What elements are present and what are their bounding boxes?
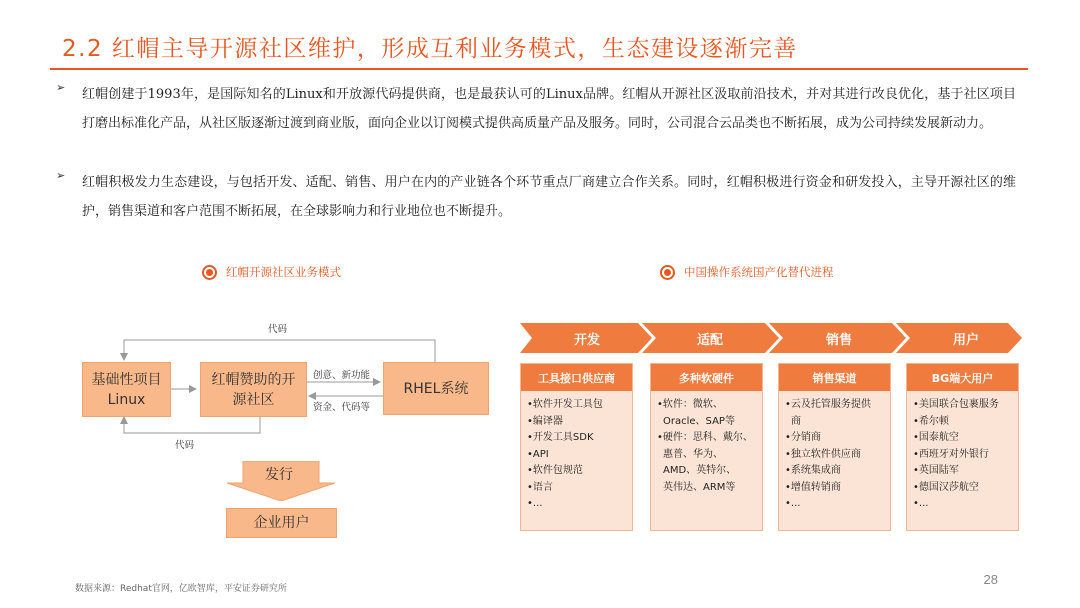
- basic-linux-box: [82, 362, 171, 417]
- list-item: •英国陆军: [913, 465, 959, 476]
- list-item: •独立软件供应商: [785, 448, 861, 460]
- list-item: •API: [527, 448, 549, 460]
- column-header: BG端大用户: [907, 364, 1018, 391]
- list-item: Oracle、SAP等: [663, 415, 735, 427]
- list-item: •系统集成商: [785, 465, 841, 476]
- community-text: 红帽赞助的开源社区: [211, 371, 296, 408]
- list-item: •希尔顿: [913, 415, 949, 427]
- bullet-text: 红帽创建于1993年，是国际知名的Linux和开放源代码提供商，也是最获认可的Linux品牌。红帽从开源社区汲取前沿技术，并对其进行改良优化，基于社区项目打磨出标准化产品，从社区版逐渐过渡到商业版，面向企业以订阅模式提供高质量产品及服务。同时，公司混合云品类也不断拓展，成为公司持续发展新动力。: [82, 87, 1016, 131]
- column-header: 多种软硬件: [651, 364, 762, 391]
- stage-sales: 销售: [826, 333, 853, 348]
- list-item: •软件包规范: [527, 465, 583, 476]
- page-title: 2.2 红帽主导开源社区维护，形成互利业务模式，生态建设逐渐完善: [62, 36, 798, 62]
- column-tools: [520, 363, 633, 531]
- list-item: •软件开发工具包: [527, 399, 603, 410]
- stage-dev: 开发: [574, 333, 601, 348]
- column-bg-users: [906, 363, 1019, 531]
- list-item: •...: [527, 498, 543, 509]
- list-item: AMD、英特尔、: [663, 465, 737, 476]
- code-top-label: 代码: [268, 324, 288, 335]
- basic-linux-text: 基础性项目Linux: [91, 371, 162, 408]
- list-item: •国泰航空: [913, 432, 959, 443]
- list-item: •软件：微软、: [657, 399, 723, 410]
- column-header: 销售渠道: [779, 364, 890, 391]
- release-label: 发行: [265, 467, 293, 483]
- list-item: 惠普、华为、: [663, 448, 723, 460]
- right-section-label-text: 中国操作系统国产化替代进程: [684, 265, 834, 279]
- column-sales-channels: [778, 363, 891, 531]
- list-item: •美国联合包裹服务: [913, 399, 999, 410]
- rhel-box: [383, 362, 489, 415]
- list-item: •...: [913, 498, 929, 509]
- bullet-arrow-icon: ➢: [56, 81, 66, 94]
- bullet-arrow-icon: ➢: [56, 169, 66, 182]
- rhel-text: RHEL系统: [403, 380, 469, 397]
- list-item: •西班牙对外银行: [913, 448, 989, 460]
- list-item: •增值转销商: [785, 481, 841, 493]
- ideas-features-label: 创意、新功能: [313, 370, 371, 381]
- list-item: •德国汉莎航空: [913, 481, 979, 493]
- stage-users: 用户: [953, 333, 980, 348]
- column-header: 工具接口供应商: [521, 364, 632, 391]
- bullet-text: 红帽积极发力生态建设，与包括开发、适配、销售、用户在内的产业链各个环节重点厂商建立合作关系。同时，红帽积极进行资金和研发投入，主导开源社区的维护，销售渠道和客户范围不断拓展，在全球影响力和行业地位也不断提升。: [82, 175, 1016, 219]
- list-item: •开发工具SDK: [527, 432, 594, 443]
- list-item: •硬件：思科、戴尔、: [657, 432, 753, 443]
- funds-code-label: 资金、代码等: [313, 402, 371, 413]
- list-item: •云及托管服务提供: [785, 399, 871, 410]
- right-section-label: [660, 264, 834, 280]
- stage-adapt: 适配: [697, 333, 724, 348]
- code-bottom-label: 代码: [175, 440, 195, 451]
- list-item: •分销商: [785, 432, 821, 443]
- enterprise-user-text: 企业用户: [253, 515, 310, 531]
- page-number: 28: [983, 572, 998, 587]
- list-item: 英伟达、ARM等: [663, 481, 736, 493]
- enterprise-user-box: [226, 508, 337, 538]
- left-section-label-text: 红帽开源社区业务模式: [226, 265, 341, 279]
- list-item: 商: [791, 415, 801, 427]
- source-note: 数据来源：Redhat官网，亿欧智库，平安证券研究所: [75, 584, 287, 594]
- target-icon: [660, 265, 675, 280]
- column-hardware-software: [650, 363, 763, 531]
- list-item: •语言: [527, 481, 553, 493]
- list-item: •...: [785, 498, 801, 509]
- list-item: •编译器: [527, 415, 563, 427]
- community-box: [200, 362, 307, 417]
